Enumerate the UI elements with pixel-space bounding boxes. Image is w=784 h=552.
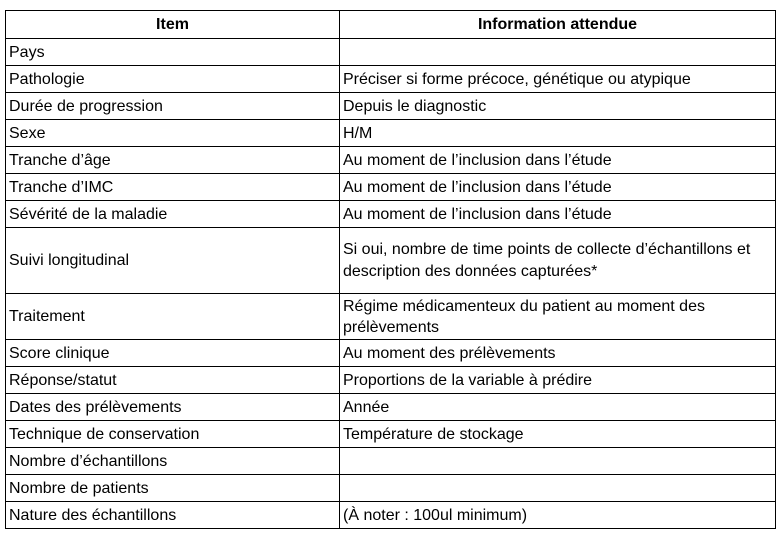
table-row (6, 421, 776, 448)
table-row (6, 174, 776, 201)
table-header-row (6, 11, 776, 39)
row-item-cell: Nombre de patients (6, 475, 340, 502)
row-info-cell: Proportions de la variable à prédire (340, 367, 776, 394)
row-info-cell: Préciser si forme précoce, génétique ou atypique (340, 66, 776, 93)
table-row (6, 294, 776, 340)
row-info-cell: Si oui, nombre de time points de collecte d’échantillons et description des données capturées* (340, 228, 776, 294)
row-item-cell: Pays (6, 39, 340, 66)
row-item-cell: Score clinique (6, 340, 340, 367)
table-row (6, 39, 776, 66)
table-row (6, 448, 776, 475)
row-info-cell: Au moment des prélèvements (340, 340, 776, 367)
table-row (6, 340, 776, 367)
row-info-cell (340, 448, 776, 475)
document-page (5, 10, 776, 529)
header-information: Information attendue (340, 11, 776, 39)
table-row (6, 93, 776, 120)
row-item-cell: Durée de progression (6, 93, 340, 120)
information-table (5, 10, 776, 529)
row-info-cell: Température de stockage (340, 421, 776, 448)
row-info-cell: Année (340, 394, 776, 421)
row-item-cell: Dates des prélèvements (6, 394, 340, 421)
row-info-cell (340, 475, 776, 502)
row-info-cell: (À noter : 100ul minimum) (340, 502, 776, 529)
row-item-cell: Tranche d’âge (6, 147, 340, 174)
row-item-cell: Pathologie (6, 66, 340, 93)
row-item-cell: Sexe (6, 120, 340, 147)
header-item: Item (6, 11, 340, 39)
row-info-cell: Depuis le diagnostic (340, 93, 776, 120)
row-item-cell: Technique de conservation (6, 421, 340, 448)
row-info-cell: Régime médicamenteux du patient au moment des prélèvements (340, 294, 776, 340)
table-row (6, 120, 776, 147)
row-info-cell: Au moment de l’inclusion dans l’étude (340, 174, 776, 201)
table-row (6, 228, 776, 294)
row-info-cell: Au moment de l’inclusion dans l’étude (340, 147, 776, 174)
row-item-cell: Traitement (6, 294, 340, 340)
row-item-cell: Suivi longitudinal (6, 228, 340, 294)
table-row (6, 201, 776, 228)
row-item-cell: Nombre d’échantillons (6, 448, 340, 475)
row-item-cell: Tranche d’IMC (6, 174, 340, 201)
row-item-cell: Sévérité de la maladie (6, 201, 340, 228)
table-row (6, 475, 776, 502)
table-row (6, 394, 776, 421)
table-row (6, 367, 776, 394)
table-row (6, 502, 776, 529)
row-info-cell: Au moment de l’inclusion dans l’étude (340, 201, 776, 228)
row-info-cell: H/M (340, 120, 776, 147)
row-item-cell: Réponse/statut (6, 367, 340, 394)
row-item-cell: Nature des échantillons (6, 502, 340, 529)
row-info-cell (340, 39, 776, 66)
table-row (6, 147, 776, 174)
table-row (6, 66, 776, 93)
